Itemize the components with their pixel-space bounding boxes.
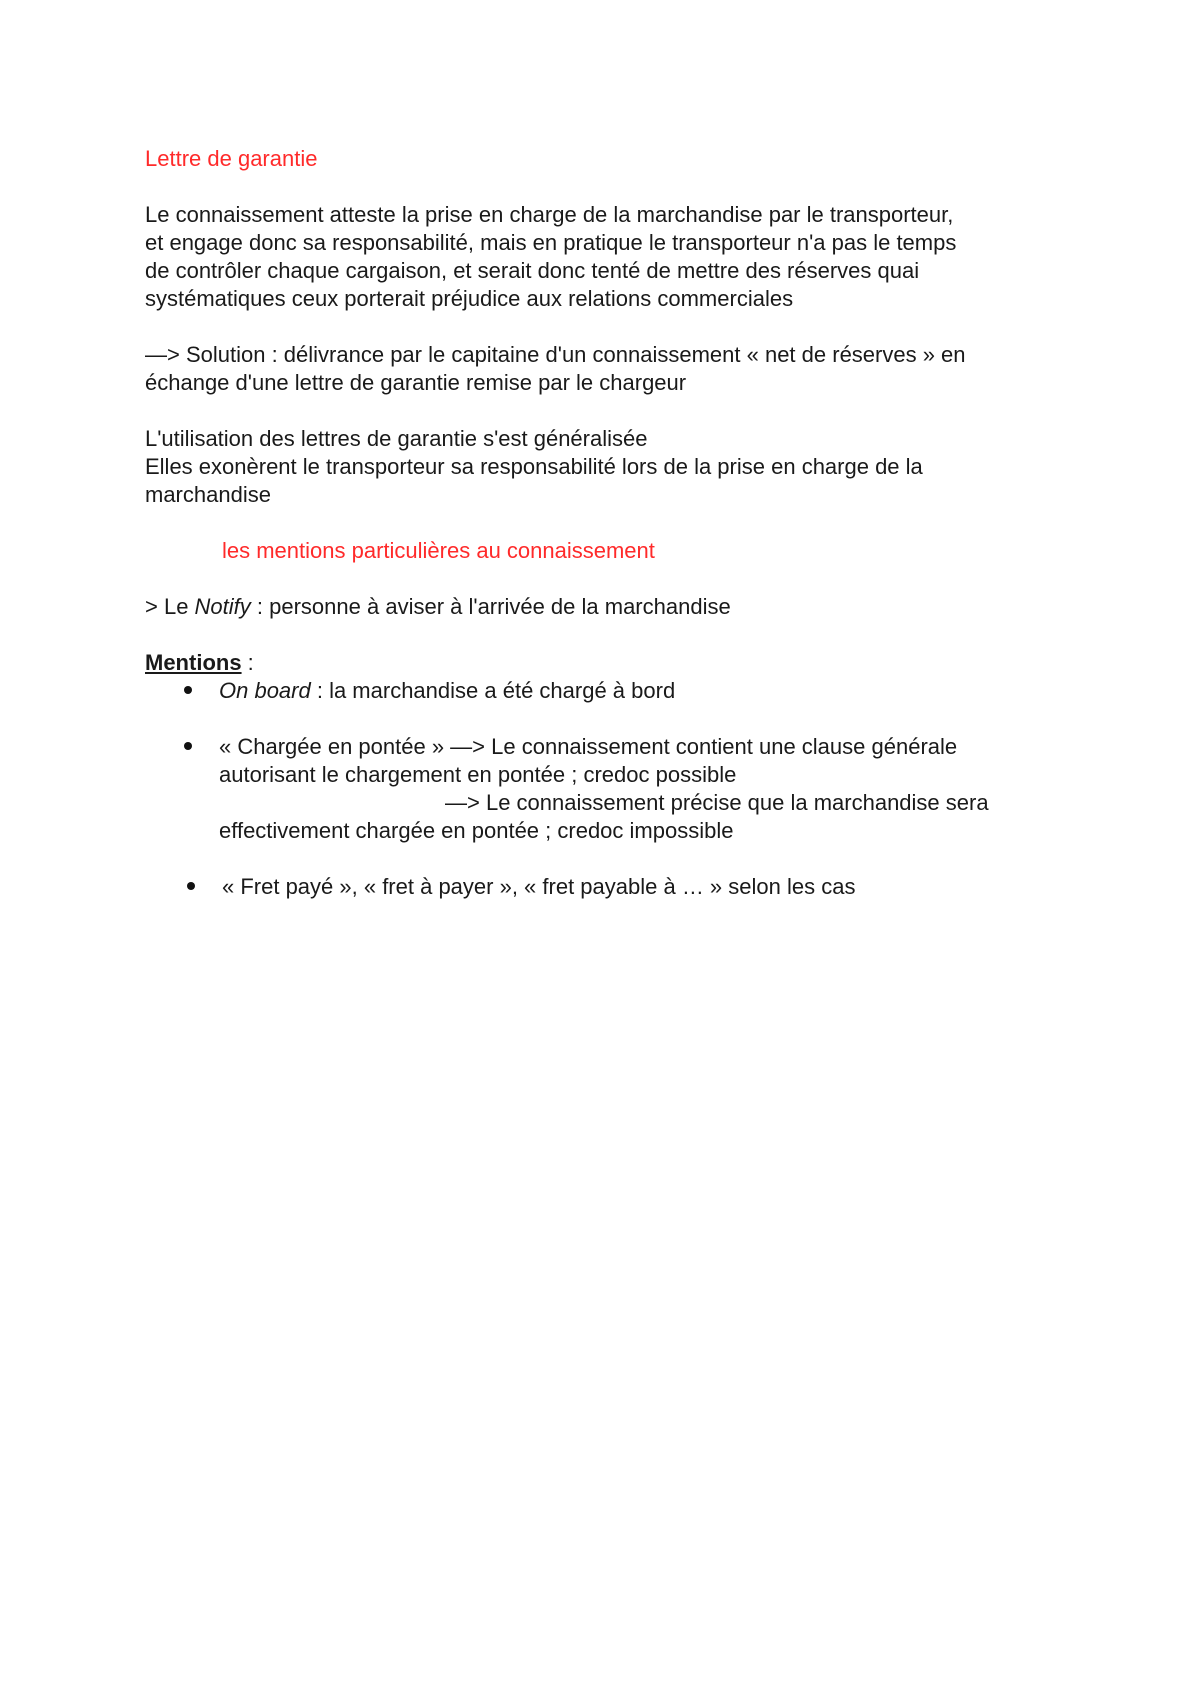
mentions-heading (145, 649, 1075, 677)
section-title: Lettre de garantie (145, 146, 318, 171)
paragraph-line: marchandise (145, 482, 271, 507)
notify-line (145, 593, 1075, 621)
paragraph-line: de contrôler chaque cargaison, et serait donc tenté de mettre des réserves quai (145, 258, 920, 283)
paragraph-line: et engage donc sa responsabilité, mais en pratique le transporteur n'a pas le temps (145, 230, 957, 255)
bullet-item-pontee-line: effectivement chargée en pontée ; credoc impossible (219, 818, 734, 843)
on-board-term: On board (219, 678, 311, 703)
on-board-definition: : la marchandise a été chargé à bord (310, 678, 676, 703)
paragraph-line: Elles exonèrent le transporteur sa responsabilité lors de la prise en charge de la (145, 454, 923, 479)
bullet-icon (184, 742, 192, 750)
paragraph-line: Le connaissement atteste la prise en charge de la marchandise par le transporteur, (145, 202, 954, 227)
notify-prefix: > Le (145, 594, 195, 619)
notify-term: Notify (194, 594, 251, 619)
bullet-item-on-board (219, 677, 1149, 705)
subsection-title: les mentions particulières au connaissement (222, 538, 655, 563)
bullet-item-pontee-line: —> Le connaissement précise que la marchandise sera (445, 790, 989, 815)
bullet-icon (184, 686, 192, 694)
bullet-item-pontee-line: « Chargée en pontée » —> Le connaissement contient une clause générale (219, 734, 958, 759)
bullet-item-pontee-line: autorisant le chargement en pontée ; credoc possible (219, 762, 737, 787)
mentions-colon: : (241, 650, 254, 675)
solution-line: —> Solution : délivrance par le capitaine d'un connaissement « net de réserves » en (145, 342, 966, 367)
bullet-icon (187, 882, 195, 890)
bullet-item-fret: « Fret payé », « fret à payer », « fret payable à … » selon les cas (222, 874, 856, 899)
paragraph-line: L'utilisation des lettres de garantie s'est généralisée (145, 426, 648, 451)
notify-definition: : personne à aviser à l'arrivée de la marchandise (250, 594, 731, 619)
solution-line: échange d'une lettre de garantie remise par le chargeur (145, 370, 687, 395)
mentions-label: Mentions (145, 650, 242, 675)
paragraph-line: systématiques ceux porterait préjudice aux relations commerciales (145, 286, 794, 311)
